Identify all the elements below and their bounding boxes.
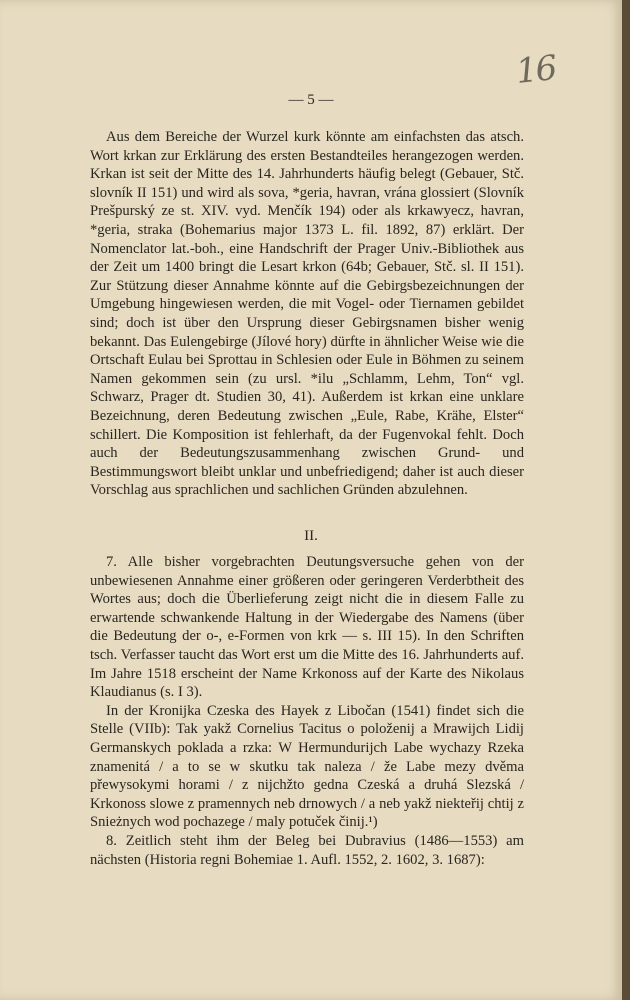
- body-text-block-1: [90, 128, 524, 500]
- section-heading: II.: [304, 528, 318, 544]
- paragraph-8: 8. Zeitlich steht ihm der Beleg bei Dubravius (1486—1553) am nächsten (Historia regni Bohemiae 1. Aufl. 1552, 2. 1602, 3. 1687):: [90, 832, 524, 868]
- body-text-block-2: [90, 553, 524, 869]
- page-edge: [622, 0, 630, 1000]
- paragraph-7: 7. Alle bisher vorgebrachten Deutungsversuche gehen von der unbewiesenen Annahme einer größeren oder geringeren Verderbtheit des Wortes aus; doch die Überlieferung zeigt nicht die in diesem Falle zu erwartende schwankende Haltung in der Wiedergabe des Namens (über die Bedeutung der o-, e-Formen von krk — s. III 15). In den Schriften tsch. Verfasser taucht das Wort erst um die Mitte des 16. Jahrhunderts auf. Im Jahre 1518 erscheint der Name Krkonoss auf der Karte des Nikolaus Klaudianus (s. I 3).: [90, 554, 524, 701]
- handwritten-folio-number: 16: [514, 48, 558, 92]
- paragraph-kronika: In der Kronijka Czeska des Hayek z Libočan (1541) findet sich die Stelle (VIIb): Tak yakž Cornelius Tacitus o položenij a Mrawijch Lidij Germanskych poklada a rzka: W Hermundurijch Labe wychazy Rzeka znamenitá / a to se w skutku tak naleza / že Labe mezy dvěma přewysokymi horami / z nijchžto gedna Czeská a druhá Slezská / Krkonoss slowe z pramennych neb drnowych / a neb yakž niekteřij chtij z Snieżnych wod pochazege / maly potuček činij.¹): [90, 702, 524, 831]
- paragraph-krkan: Aus dem Bereiche der Wurzel kurk könnte am einfachsten das atsch. Wort krkan zur Erklärung des ersten Bestandteiles herangezogen werden. Krkan ist seit der Mitte des 14. Jahrhunderts häufig belegt (Gebauer, Stč. slovník II 151) und wird als sova, *geria, havran, vrána glossiert (Slovník Prešpurský ze st. XIV. vyd. Menčík 194) oder als krkawyecz, havran, *geria, straka (Bohemarius major 1373 L. fil. 1892, 87) erklärt. Der Nomenclator lat.-boh., eine Handschrift der Prager Univ.-Bibliothek aus der Zeit um 1400 bringt die Lesart krkon (64b; Gebauer, Stč. sl. II 151). Zur Stützung dieser Annahme könnte auf die Gebirgsbezeichnungen der Umgebung hingewiesen werden, die mit Vogel- oder Tiernamen gebildet sind; doch ist über den Ursprung dieser Gebirgsnamen bisher wenig bekannt. Das Eulengebirge (Jílové hory) dürfte in ähnlicher Weise wie die Ortschaft Eulau bei Sprottau in Schlesien oder Eule in Böhmen zu seinem Namen gekommen sein (zu ursl. *ilu „Schlamm, Lehm, Ton“ vgl. Schwarz, Prager dt. Studien 30, 41). Außerdem ist krkan eine unklare Bezeichnung, deren Bedeutung zwischen „Eule, Rabe, Krähe, Elster“ schillert. Die Komposition ist fehlerhaft, da der Fugenvokal fehlt. Doch auch der Bedeutungszusammenhang zwischen Grund- und Bestimmungswort bleibt unklar und unbefriedigend; daher ist auch dieser Vorschlag aus sprachlichen und sachlichen Gründen abzulehnen.: [90, 129, 524, 499]
- page-number: — 5 —: [288, 92, 334, 108]
